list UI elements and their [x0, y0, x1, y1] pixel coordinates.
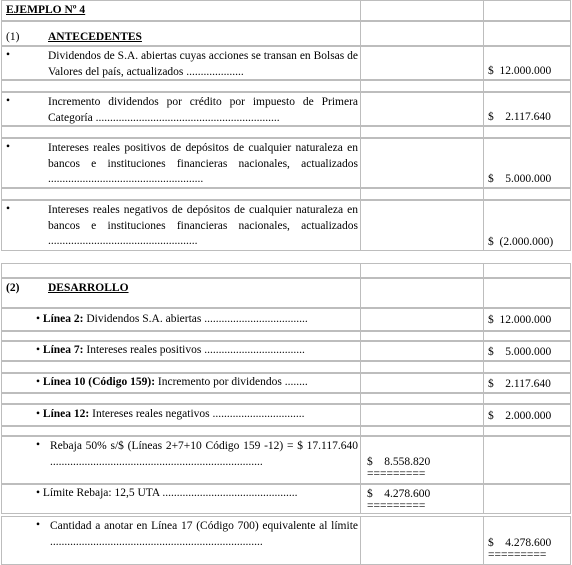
line-text: Intereses reales negativos ................................ [89, 408, 305, 420]
spacer-row [1, 361, 571, 373]
bullet-icon: • [36, 487, 41, 499]
rebaja-text: Rebaja 50% s/$ (Líneas 2+7+10 Código 159 -12) = $ 17.117.640 .......................................................................... [50, 440, 358, 468]
bullet-icon: • [36, 519, 41, 531]
desarrollo-line-row [1, 404, 571, 426]
bullet-icon: • [6, 95, 11, 107]
desarrollo-line-row [1, 308, 571, 331]
desarrollo-line-row [1, 341, 571, 361]
spacer-row [1, 263, 571, 278]
spacer-row [1, 393, 571, 404]
antecedente-text: Intereses reales positivos de depósitos de cualquier naturaleza en bancos e instituciones financieras nacionales, actualizados ...................................................... [48, 142, 358, 185]
bullet-icon: • [36, 439, 41, 451]
spacer-row [1, 426, 571, 436]
spacer-row [1, 331, 571, 341]
amount: $ 2.117.640 [488, 111, 551, 123]
section-number: (2) [6, 282, 20, 294]
line-text: Incremento por dividendos ........ [155, 376, 308, 388]
amount: $ 5.000.000 [488, 173, 552, 185]
limite-amount: $ 4.278.600 [367, 488, 431, 500]
amount: $ 12.000.000 [488, 314, 552, 326]
limite-row [1, 484, 571, 514]
line-label: Línea 2: [42, 313, 84, 325]
line-text: Dividendos S.A. abiertas .................................... [83, 313, 308, 325]
line-label: Línea 12: [42, 408, 90, 420]
double-underline: ========= [367, 468, 426, 480]
amount: $ 2.117.640 [488, 378, 551, 390]
document-title: EJEMPLO Nº 4 [6, 4, 86, 16]
limite-text: Límite Rebaja: 12,5 UTA ............................................... [42, 487, 298, 499]
rebaja-amount: $ 8.558.820 [367, 456, 431, 468]
antecedente-row [1, 46, 571, 80]
spacer-row [1, 80, 571, 92]
bullet-icon: • [6, 49, 11, 61]
antecedente-row [1, 200, 571, 251]
amount: $ (2.000.000) [488, 236, 554, 248]
antecedente-text: Dividendos de S.A. abiertas cuyas acciones se transan en Bolsas de Valores del país, actualizados .................... [48, 50, 358, 78]
section-heading: DESARROLLO [48, 282, 129, 294]
title-row [1, 0, 571, 21]
section-number: (1) [6, 31, 20, 43]
line-label: Línea 10 (Código 159): [42, 376, 156, 388]
line-text: Intereses reales positivos ................................... [83, 344, 305, 356]
bullet-icon: • [36, 344, 41, 356]
antecedente-row [1, 138, 571, 188]
double-underline: ========= [367, 500, 426, 512]
antecedente-text: Incremento dividendos por crédito por impuesto de Primera Categoría ................................................................ [48, 96, 358, 124]
cantidad-amount: $ 4.278.600 [488, 537, 552, 549]
desarrollo-heading-row [1, 278, 571, 308]
double-underline: ========= [488, 549, 547, 561]
antecedentes-heading-row [1, 21, 571, 46]
desarrollo-line-row [1, 373, 571, 393]
line-label: Línea 7: [42, 344, 84, 356]
cantidad-row [1, 516, 571, 565]
amount: $ 12.000.000 [488, 65, 552, 77]
amount: $ 5.000.000 [488, 346, 552, 358]
spacer-row [1, 188, 571, 200]
bullet-icon: • [36, 408, 41, 420]
antecedente-row [1, 92, 571, 126]
bullet-icon: • [6, 203, 11, 215]
antecedente-text: Intereses reales negativos de depósitos de cualquier naturaleza en bancos e instituciones financieras nacionales, actualizados .................................................... [48, 204, 358, 247]
amount: $ 2.000.000 [488, 410, 552, 422]
bullet-icon: • [6, 141, 11, 153]
spacer-row [1, 126, 571, 138]
bullet-icon: • [36, 376, 41, 388]
bullet-icon: • [36, 313, 41, 325]
section-heading: ANTECEDENTES [48, 31, 142, 43]
cantidad-text: Cantidad a anotar en Línea 17 (Código 700) equivalente al límite .......................................................................... [50, 520, 358, 548]
rebaja-row [1, 436, 571, 484]
